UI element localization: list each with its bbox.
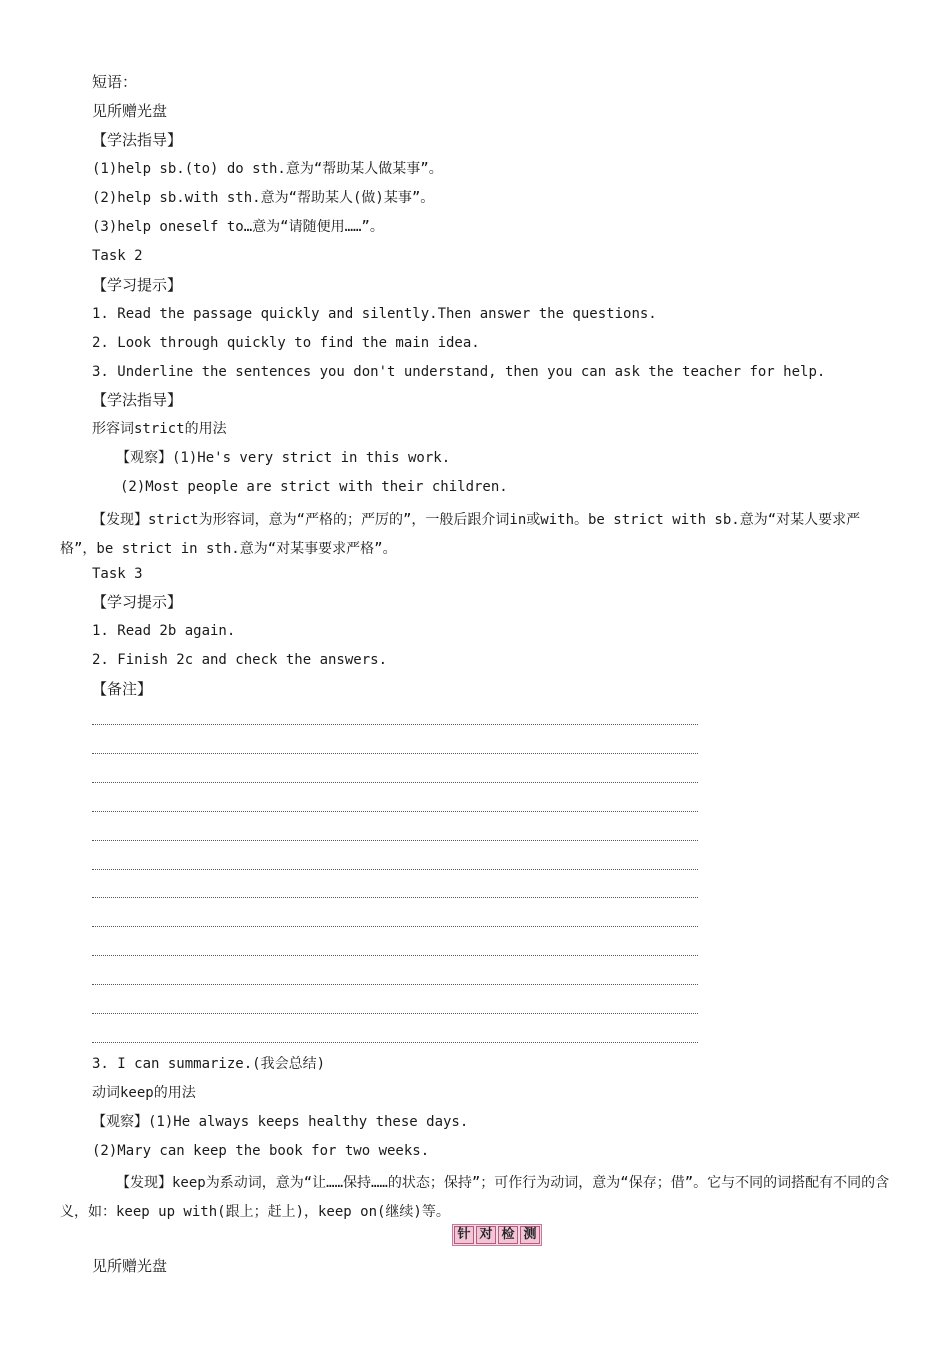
summary-heading: 3. I can summarize.(我会总结) bbox=[92, 1056, 326, 1072]
see-cd-note: 见所赠光盘 bbox=[92, 102, 168, 120]
guide-item-2: (2)help sb.with sth.意为“帮助某人(做)某事”。 bbox=[92, 190, 435, 206]
section-heading-tips: 【学习提示】 bbox=[92, 276, 183, 294]
notes-heading: 【备注】 bbox=[92, 680, 153, 698]
guide-item-3: (3)help oneself to…意为“请随便用……”。 bbox=[92, 219, 384, 235]
tip-item-3: 3. Underline the sentences you don't understand, then you can ask the teacher for help. bbox=[92, 364, 826, 380]
note-line[interactable] bbox=[92, 897, 698, 898]
note-line[interactable] bbox=[92, 811, 698, 812]
keep-observe-2: (2)Mary can keep the book for two weeks. bbox=[92, 1143, 430, 1159]
note-line[interactable] bbox=[92, 869, 698, 870]
guide-item-1: (1)help sb.(to) do sth.意为“帮助某人做某事”。 bbox=[92, 161, 443, 177]
banner-char: 对 bbox=[476, 1226, 496, 1244]
task3-tip-2: 2. Finish 2c and check the answers. bbox=[92, 652, 388, 668]
note-line[interactable] bbox=[92, 753, 698, 754]
note-line[interactable] bbox=[92, 926, 698, 927]
banner-char: 检 bbox=[498, 1226, 518, 1244]
keep-usage-title: 动词keep的用法 bbox=[92, 1085, 196, 1101]
phrases-label: 短语： bbox=[92, 73, 138, 91]
banner-char: 针 bbox=[454, 1226, 474, 1244]
note-line[interactable] bbox=[92, 782, 698, 783]
section-heading-tips-2: 【学习提示】 bbox=[92, 593, 183, 611]
keep-discovery: 【发现】keep为系动词，意为“让……保持……的状态；保持”；可作行为动词，意为“保存；借”。它与不同的词搭配有不同的含义，如：keep up with(跟上；赶上)，keep on(继续)等。 bbox=[60, 1175, 890, 1220]
note-line[interactable] bbox=[92, 1042, 698, 1043]
section-heading-method-guide-2: 【学法指导】 bbox=[92, 391, 183, 409]
strict-observe-2: (2)Most people are strict with their children. bbox=[120, 479, 508, 495]
keep-observe-1: 【观察】(1)He always keeps healthy these days. bbox=[92, 1114, 469, 1130]
section-heading-method-guide: 【学法指导】 bbox=[92, 131, 183, 149]
task-3-heading: Task 3 bbox=[92, 566, 143, 582]
tip-item-2: 2. Look through quickly to find the main idea. bbox=[92, 335, 480, 351]
note-line[interactable] bbox=[92, 840, 698, 841]
note-line[interactable] bbox=[92, 724, 698, 725]
strict-usage-title: 形容词strict的用法 bbox=[92, 421, 227, 437]
see-cd-note-2: 见所赠光盘 bbox=[92, 1257, 168, 1275]
task3-tip-1: 1. Read 2b again. bbox=[92, 623, 236, 639]
note-line[interactable] bbox=[92, 984, 698, 985]
tip-item-1: 1. Read the passage quickly and silently.Then answer the questions. bbox=[92, 306, 657, 322]
strict-discovery: 【发现】strict为形容词，意为“严格的；严厉的”，一般后跟介词in或with。be strict with sb.意为“对某人要求严格”，be strict in sth.意为“对某事要求严格”。 bbox=[60, 512, 861, 557]
banner-char: 测 bbox=[520, 1226, 540, 1244]
note-line[interactable] bbox=[92, 955, 698, 956]
note-line[interactable] bbox=[92, 1013, 698, 1014]
strict-observe-1: 【观察】(1)He's very strict in this work. bbox=[116, 450, 451, 466]
targeted-test-banner bbox=[452, 1224, 542, 1246]
task-2-heading: Task 2 bbox=[92, 248, 143, 264]
